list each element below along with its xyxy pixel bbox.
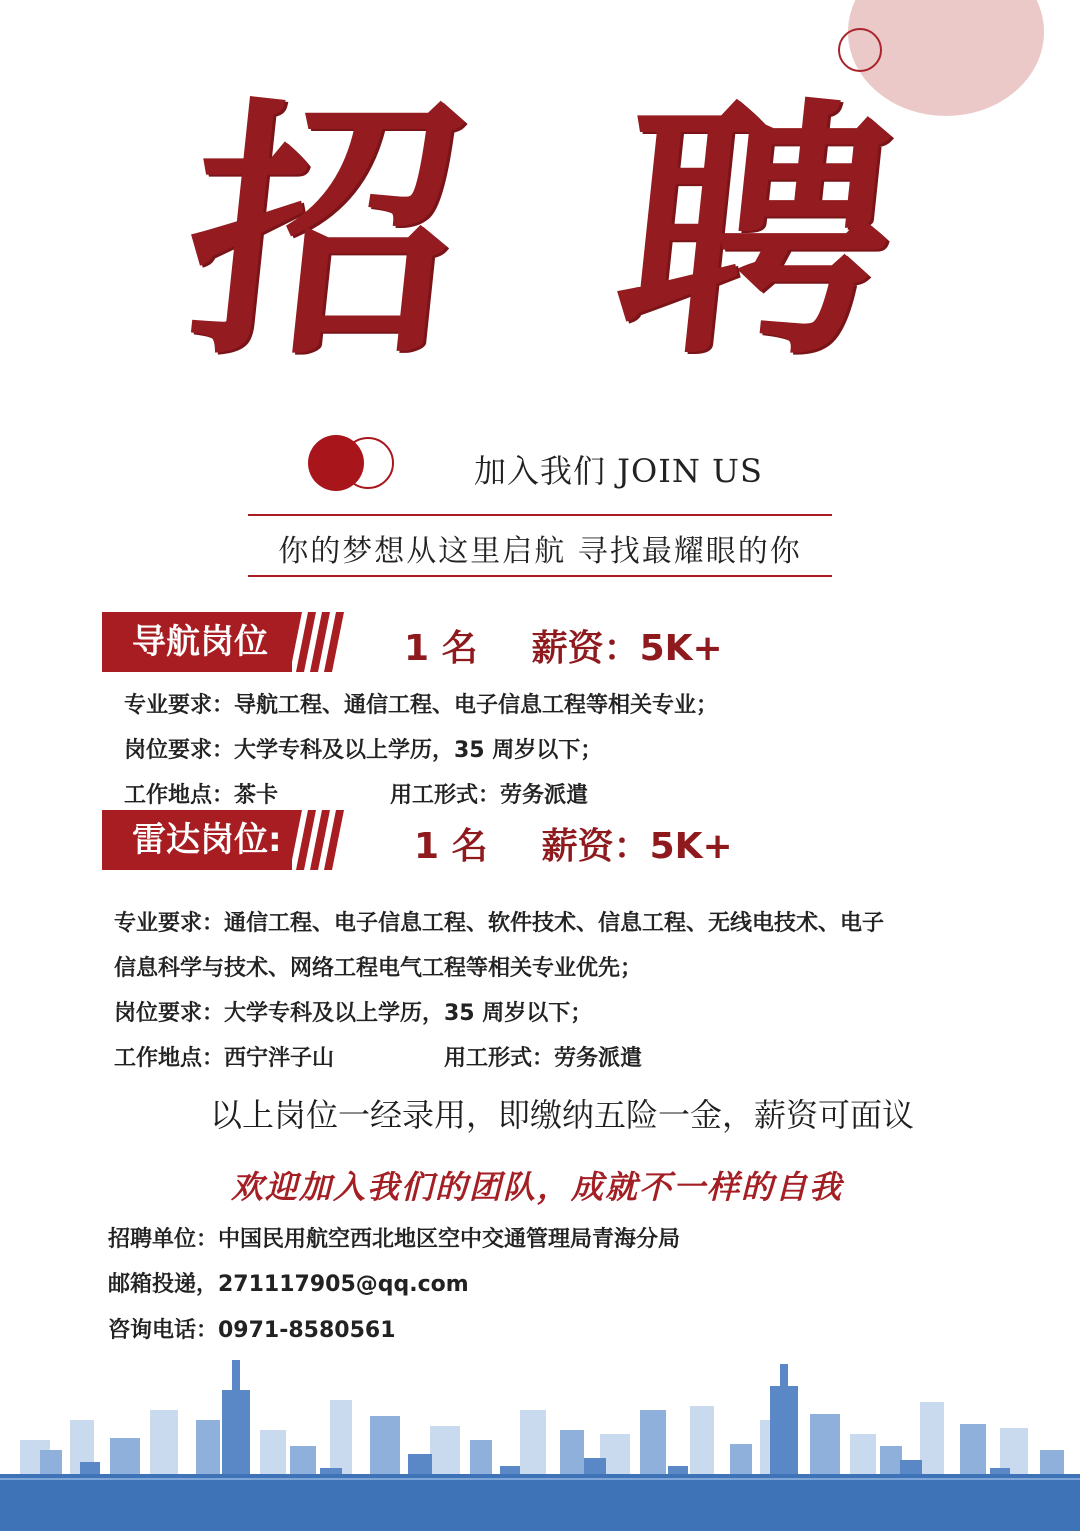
welcome-slogan: 欢迎加入我们的团队，成就不一样的自我	[230, 1168, 843, 1206]
hero-title	[173, 62, 907, 402]
job-location: 工作地点：西宁泮子山	[114, 1046, 335, 1071]
job-major-requirement-line2: 信息科学与技术、网络工程电气工程等相关专业优先；	[114, 956, 643, 981]
hero-char-zhao: 招	[173, 73, 477, 391]
city-skyline-illustration	[0, 1350, 1080, 1531]
join-circles-icon	[308, 435, 398, 491]
job-tag-radar	[102, 810, 342, 870]
job-salary: 薪资：5K+	[531, 628, 723, 669]
job-position-requirement: 岗位要求：大学专科及以上学历，35 周岁以下；	[124, 738, 603, 763]
job-count: 1 名	[404, 628, 478, 669]
hero-char-pin: 聘	[603, 73, 907, 391]
benefits-notice: 以上岗位一经录用，即缴纳五险一金，薪资可面议	[209, 1096, 914, 1134]
job-position-requirement: 岗位要求：大学专科及以上学历，35 周岁以下；	[114, 1001, 593, 1026]
stripes-icon	[288, 810, 348, 870]
contact-phone: 咨询电话：0971-8580561	[108, 1318, 396, 1343]
job-headline-navigation	[404, 620, 723, 671]
slogan-top-divider	[248, 514, 832, 516]
job-major-requirement: 专业要求：导航工程、通信工程、电子信息工程等相关专业；	[124, 693, 719, 718]
job-tag-label: 导航岗位	[132, 622, 268, 662]
job-major-requirement-line1: 专业要求：通信工程、电子信息工程、软件技术、信息工程、无线电技术、电子	[114, 911, 885, 936]
job-count: 1 名	[414, 826, 488, 867]
job-employment-type: 用工形式：劳务派遣	[444, 1046, 643, 1071]
job-headline-radar	[414, 818, 733, 869]
job-tag-navigation	[102, 612, 342, 672]
job-employment-type: 用工形式：劳务派遣	[390, 783, 589, 808]
job-location: 工作地点：茶卡	[124, 783, 279, 808]
stripes-icon	[288, 612, 348, 672]
slogan-bottom-divider	[248, 575, 832, 577]
contact-unit: 招聘单位：中国民用航空西北地区空中交通管理局青海分局	[108, 1227, 681, 1252]
join-us-text: 加入我们 JOIN US	[474, 452, 763, 490]
job-tag-label: 雷达岗位:	[132, 820, 282, 860]
contact-email: 邮箱投递，271117905@qq.com	[108, 1272, 469, 1297]
job-salary: 薪资：5K+	[541, 826, 733, 867]
slogan-text: 你的梦想从这里启航 寻找最耀眼的你	[278, 534, 802, 569]
